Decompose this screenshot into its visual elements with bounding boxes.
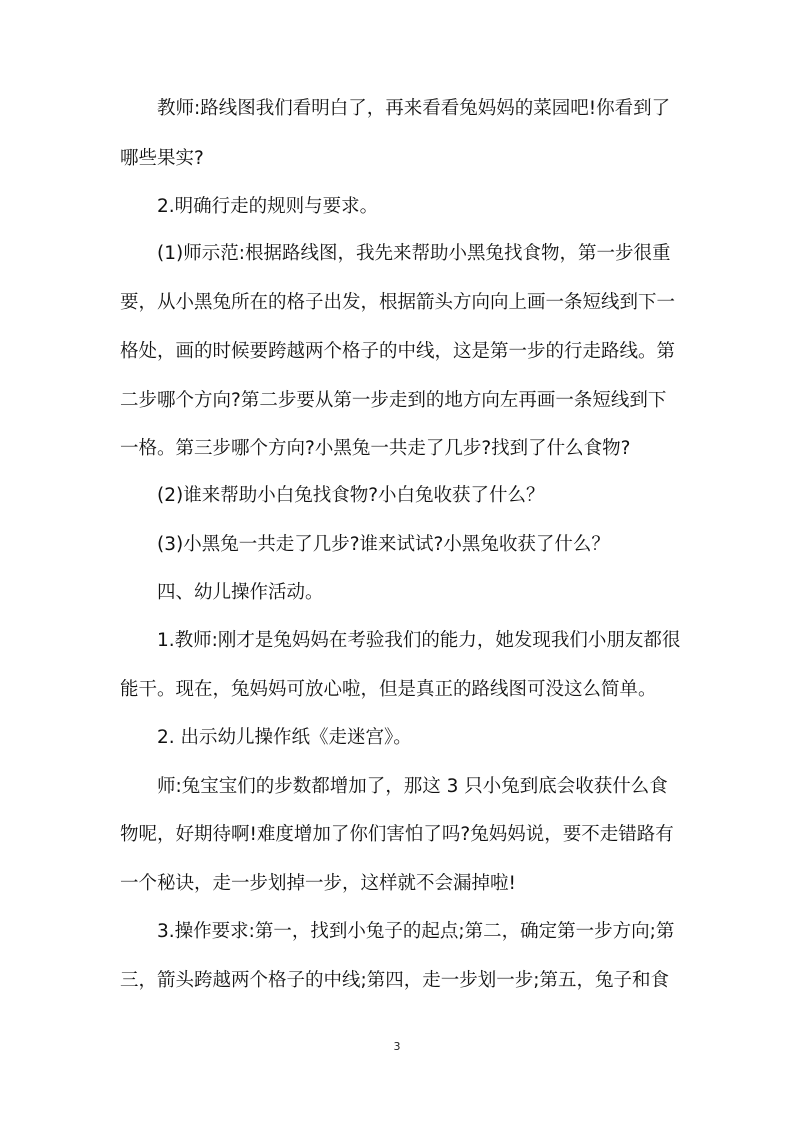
text-line-6: 格处，画的时候要跨越两个格子的中线，这是第一步的行走路线。第	[120, 341, 676, 362]
text-line-2: 哪些果实?	[120, 148, 204, 169]
text-line-13: 能干。现在，兔妈妈可放心啦，但是真正的路线图可没这么简单。	[120, 679, 657, 700]
text-line-4: (1)师示范:根据路线图，我先来帮助小黑兔找食物，第一步很重	[157, 243, 671, 264]
text-line-15: 师:兔宝宝们的步数都增加了，那这 3 只小兔到底会收获什么食	[157, 776, 668, 797]
text-line-8: 一格。第三步哪个方向?小黑兔一共走了几步?找到了什么食物?	[120, 438, 631, 459]
text-line-19: 三，箭头跨越两个格子的中线;第四，走一步划一步;第五，兔子和食	[120, 970, 669, 991]
text-line-17: 一个秘诀，走一步划掉一步，这样就不会漏掉啦!	[120, 873, 516, 894]
text-line-9: (2)谁来帮助小白兔找食物?小白兔收获了什么？	[157, 485, 545, 506]
text-line-1: 教师:路线图我们看明白了，再来看看兔妈妈的菜园吧!你看到了	[157, 98, 671, 119]
text-line-7: 二步哪个方向?第二步要从第一步走到的地方向左再画一条短线到下	[120, 390, 667, 411]
text-line-14: 2. 出示幼儿操作纸《走迷宫》。	[157, 727, 412, 748]
text-line-18: 3.操作要求:第一，找到小兔子的起点;第二，确定第一步方向;第	[157, 921, 675, 942]
text-line-12: 1.教师:刚才是兔妈妈在考验我们的能力，她发现我们小朋友都很	[157, 630, 680, 651]
text-line-10: (3)小黑兔一共走了几步?谁来试试?小黑兔收获了什么？	[157, 534, 610, 555]
text-line-3: 2.明确行走的规则与要求。	[157, 196, 379, 217]
text-line-5: 要，从小黑兔所在的格子出发，根据箭头方向向上画一条短线到下一	[120, 292, 676, 313]
text-line-11: 四、幼儿操作活动。	[157, 582, 324, 603]
page-number: 3	[393, 1040, 401, 1053]
text-line-16: 物呢，好期待啊!难度增加了你们害怕了吗?兔妈妈说，要不走错路有	[120, 824, 674, 845]
